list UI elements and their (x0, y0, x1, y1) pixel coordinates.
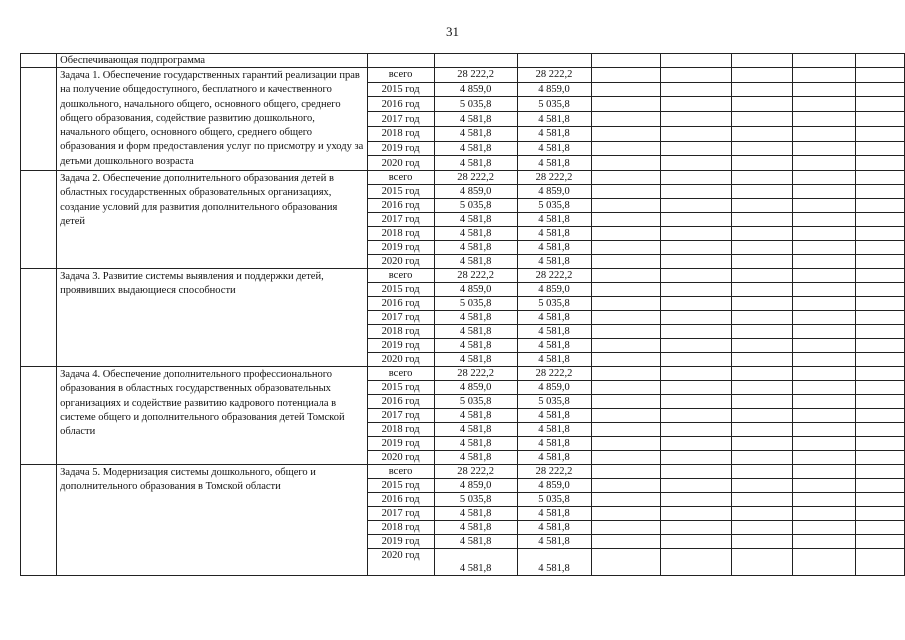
section-title: Обеспечивающая подпрограмма (57, 54, 367, 68)
empty-cell (660, 213, 732, 227)
empty-cell (660, 156, 732, 171)
empty-cell (856, 199, 905, 213)
empty-cell (793, 549, 856, 576)
amount-source-cell: 4 859,0 (517, 381, 591, 395)
amount-source-cell: 4 581,8 (517, 423, 591, 437)
empty-cell (856, 409, 905, 423)
period-cell: всего (367, 367, 434, 381)
empty-cell (660, 171, 732, 185)
empty-cell (856, 82, 905, 97)
empty-cell (856, 549, 905, 576)
empty-cell (856, 255, 905, 269)
period-cell: 2016 год (367, 97, 434, 112)
empty-cell (591, 311, 660, 325)
empty-cell (793, 227, 856, 241)
period-cell: 2015 год (367, 82, 434, 97)
amount-source-cell: 28 222,2 (517, 367, 591, 381)
amount-source-cell: 4 581,8 (517, 156, 591, 171)
row-group-spacer (21, 171, 57, 269)
empty-cell (660, 185, 732, 199)
empty-cell (732, 353, 793, 367)
empty-cell (856, 283, 905, 297)
empty-cell (856, 156, 905, 171)
amount-source-cell: 4 581,8 (517, 437, 591, 451)
period-cell: 2017 год (367, 213, 434, 227)
budget-table (20, 53, 905, 576)
empty-cell (856, 97, 905, 112)
amount-source-cell: 4 581,8 (517, 112, 591, 127)
empty-cell (732, 112, 793, 127)
amount-source-cell: 4 581,8 (517, 241, 591, 255)
table-row (21, 269, 905, 283)
empty-cell (732, 465, 793, 479)
row-group-spacer (21, 465, 57, 576)
empty-cell (591, 97, 660, 112)
amount-total-cell: 4 859,0 (434, 283, 517, 297)
empty-cell (793, 381, 856, 395)
period-cell: 2018 год (367, 227, 434, 241)
empty-cell (793, 493, 856, 507)
period-cell: 2019 год (367, 241, 434, 255)
empty-cell (660, 255, 732, 269)
amount-total-cell: 4 581,8 (434, 325, 517, 339)
empty-cell (591, 112, 660, 127)
empty-cell (660, 465, 732, 479)
period-cell: 2020 год (367, 255, 434, 269)
empty-cell (793, 521, 856, 535)
empty-cell (660, 507, 732, 521)
empty-cell (591, 325, 660, 339)
period-cell: 2019 год (367, 339, 434, 353)
empty-cell (793, 409, 856, 423)
empty-cell (591, 423, 660, 437)
period-cell: всего (367, 269, 434, 283)
amount-total-cell: 28 222,2 (434, 367, 517, 381)
empty-cell (732, 297, 793, 311)
empty-cell (660, 367, 732, 381)
empty-cell (856, 141, 905, 156)
empty-cell (591, 241, 660, 255)
amount-total-cell: 4 859,0 (434, 185, 517, 199)
amount-source-cell: 4 581,8 (517, 451, 591, 465)
empty-cell (793, 199, 856, 213)
empty-cell (732, 409, 793, 423)
empty-cell (732, 535, 793, 549)
empty-cell (591, 451, 660, 465)
period-cell: 2017 год (367, 507, 434, 521)
amount-total-cell: 4 581,8 (434, 507, 517, 521)
empty-cell (856, 535, 905, 549)
empty-cell (793, 241, 856, 255)
amount-total-cell: 4 581,8 (434, 141, 517, 156)
empty-cell (591, 213, 660, 227)
amount-total-cell: 4 581,8 (434, 311, 517, 325)
empty-cell (793, 311, 856, 325)
empty-cell (591, 141, 660, 156)
empty-cell (793, 367, 856, 381)
amount-total-cell: 4 859,0 (434, 381, 517, 395)
empty-cell (793, 297, 856, 311)
empty-cell (856, 213, 905, 227)
amount-total-cell: 28 222,2 (434, 171, 517, 185)
period-cell: 2019 год (367, 437, 434, 451)
empty-cell (732, 507, 793, 521)
amount-source-cell: 4 581,8 (517, 126, 591, 141)
period-cell: 2015 год (367, 381, 434, 395)
page-number: 31 (446, 24, 459, 39)
period-cell: 2018 год (367, 521, 434, 535)
empty-cell (856, 325, 905, 339)
table-row (21, 367, 905, 381)
amount-source-cell: 4 581,8 (517, 535, 591, 549)
empty-cell (591, 227, 660, 241)
empty-cell (660, 283, 732, 297)
empty-cell (732, 227, 793, 241)
empty-cell (660, 381, 732, 395)
empty-cell (660, 82, 732, 97)
empty-cell (591, 479, 660, 493)
period-cell: 2016 год (367, 199, 434, 213)
empty-cell (591, 185, 660, 199)
amount-source-cell: 4 581,8 (517, 255, 591, 269)
empty-cell (660, 227, 732, 241)
empty-cell (856, 227, 905, 241)
amount-source-cell: 4 859,0 (517, 185, 591, 199)
amount-source-cell: 28 222,2 (517, 68, 591, 83)
amount-source-cell: 28 222,2 (517, 269, 591, 283)
amount-source-cell: 4 859,0 (517, 82, 591, 97)
section-header-row (21, 54, 905, 68)
empty-cell (793, 171, 856, 185)
amount-total-cell: 4 859,0 (434, 82, 517, 97)
empty-cell (793, 507, 856, 521)
empty-cell (856, 367, 905, 381)
empty-cell (732, 283, 793, 297)
empty-cell (732, 156, 793, 171)
task-description: Задача 5. Модернизация системы дошкольного, общего и дополнительного образования в Томской области (57, 465, 367, 576)
amount-total-cell: 5 035,8 (434, 199, 517, 213)
empty-cell (591, 339, 660, 353)
empty-cell (856, 311, 905, 325)
empty-cell (732, 437, 793, 451)
empty-cell (793, 269, 856, 283)
period-cell: 2020 год (367, 451, 434, 465)
empty-cell (591, 126, 660, 141)
period-cell: 2017 год (367, 409, 434, 423)
period-cell: всего (367, 465, 434, 479)
empty-cell (732, 141, 793, 156)
period-cell: 2019 год (367, 535, 434, 549)
empty-cell (660, 423, 732, 437)
amount-source-cell: 4 581,8 (517, 141, 591, 156)
amount-source-cell: 4 581,8 (517, 325, 591, 339)
empty-cell (591, 465, 660, 479)
empty-cell (732, 423, 793, 437)
period-cell: 2018 год (367, 126, 434, 141)
empty-cell (660, 311, 732, 325)
empty-cell (793, 535, 856, 549)
empty-cell (660, 339, 732, 353)
table-row (21, 465, 905, 479)
empty-cell (793, 141, 856, 156)
amount-total-cell: 4 581,8 (434, 156, 517, 171)
amount-source-cell: 4 581,8 (517, 339, 591, 353)
period-cell: 2020 год (367, 156, 434, 171)
empty-cell (732, 395, 793, 409)
empty-cell (856, 451, 905, 465)
empty-cell (856, 339, 905, 353)
amount-total-cell: 4 581,8 (434, 409, 517, 423)
empty-cell (856, 68, 905, 83)
period-cell: 2016 год (367, 493, 434, 507)
amount-total-cell: 4 581,8 (434, 353, 517, 367)
empty-cell (591, 199, 660, 213)
empty-cell (732, 549, 793, 576)
empty-cell (793, 255, 856, 269)
empty-cell (660, 549, 732, 576)
amount-total-cell: 4 581,8 (434, 255, 517, 269)
amount-source-cell: 28 222,2 (517, 171, 591, 185)
amount-total-cell: 5 035,8 (434, 97, 517, 112)
amount-total-cell: 4 859,0 (434, 479, 517, 493)
amount-total-cell: 4 581,8 (434, 213, 517, 227)
empty-cell (660, 409, 732, 423)
amount-source-cell: 4 581,8 (517, 409, 591, 423)
empty-cell (793, 423, 856, 437)
empty-cell (793, 283, 856, 297)
empty-cell (732, 82, 793, 97)
amount-total-cell: 28 222,2 (434, 269, 517, 283)
amount-total-cell: 5 035,8 (434, 493, 517, 507)
empty-cell (793, 213, 856, 227)
empty-cell (660, 395, 732, 409)
empty-cell (591, 156, 660, 171)
amount-source-cell: 5 035,8 (517, 199, 591, 213)
period-cell: 2015 год (367, 185, 434, 199)
amount-total-cell: 5 035,8 (434, 395, 517, 409)
empty-cell (856, 437, 905, 451)
task-description: Задача 1. Обеспечение государственных гарантий реализации прав на получение общедоступного, бесплатного и качественного дошкольного, начального общего, основного общего, среднего общего образования, содействие развитию дошкольного, начального общего, основного общего, среднего общего образования и форм предоставления услуг по присмотру и уходу за детьми дошкольного возраста (57, 68, 367, 171)
empty-cell (856, 126, 905, 141)
empty-cell (793, 395, 856, 409)
amount-source-cell: 4 581,8 (517, 213, 591, 227)
empty-cell (591, 381, 660, 395)
amount-source-cell: 5 035,8 (517, 493, 591, 507)
amount-total-cell: 4 581,8 (434, 535, 517, 549)
empty-cell (732, 269, 793, 283)
amount-total-cell: 4 581,8 (434, 423, 517, 437)
amount-total-cell: 4 581,8 (434, 549, 517, 576)
row-group-spacer (21, 68, 57, 171)
empty-cell (591, 353, 660, 367)
empty-cell (591, 493, 660, 507)
empty-cell (793, 465, 856, 479)
empty-cell (856, 297, 905, 311)
task-description: Задача 2. Обеспечение дополнительного образования детей в областных государственных образовательных организациях, создание условий для развития дополнительного образования детей (57, 171, 367, 269)
empty-cell (591, 171, 660, 185)
empty-cell (793, 451, 856, 465)
empty-cell (660, 297, 732, 311)
amount-total-cell: 4 581,8 (434, 339, 517, 353)
empty-cell (732, 199, 793, 213)
period-cell: 2020 год (367, 549, 434, 576)
empty-cell (856, 395, 905, 409)
amount-source-cell: 4 581,8 (517, 353, 591, 367)
amount-source-cell: 5 035,8 (517, 97, 591, 112)
amount-total-cell: 4 581,8 (434, 126, 517, 141)
amount-total-cell: 4 581,8 (434, 227, 517, 241)
amount-source-cell: 4 581,8 (517, 549, 591, 576)
period-cell: 2020 год (367, 353, 434, 367)
period-cell: 2018 год (367, 423, 434, 437)
empty-cell (732, 339, 793, 353)
empty-cell (591, 549, 660, 576)
empty-cell (793, 97, 856, 112)
empty-cell (732, 325, 793, 339)
period-cell: 2018 год (367, 325, 434, 339)
empty-cell (591, 283, 660, 297)
period-cell: 2017 год (367, 311, 434, 325)
empty-cell (660, 325, 732, 339)
row-group-spacer (21, 367, 57, 465)
empty-cell (660, 479, 732, 493)
empty-cell (793, 185, 856, 199)
empty-cell (660, 112, 732, 127)
empty-cell (732, 185, 793, 199)
task-description: Задача 4. Обеспечение дополнительного профессионального образования в областных государственных образовательных организациях и содействие развитию кадрового потенциала в системе общего и дополнительного образования детей Томской области (57, 367, 367, 465)
empty-cell (856, 521, 905, 535)
period-cell: 2016 год (367, 297, 434, 311)
amount-source-cell: 4 859,0 (517, 479, 591, 493)
empty-cell (660, 535, 732, 549)
amount-source-cell: 4 581,8 (517, 311, 591, 325)
empty-cell (856, 269, 905, 283)
task-description: Задача 3. Развитие системы выявления и поддержки детей, проявивших выдающиеся способности (57, 269, 367, 367)
empty-cell (793, 126, 856, 141)
empty-cell (856, 381, 905, 395)
empty-cell (591, 68, 660, 83)
empty-cell (732, 255, 793, 269)
empty-cell (856, 185, 905, 199)
empty-cell (591, 297, 660, 311)
empty-cell (793, 339, 856, 353)
empty-cell (660, 126, 732, 141)
period-cell: 2017 год (367, 112, 434, 127)
empty-cell (591, 395, 660, 409)
amount-total-cell: 4 581,8 (434, 521, 517, 535)
table-row (21, 68, 905, 83)
empty-cell (732, 126, 793, 141)
empty-cell (591, 521, 660, 535)
empty-cell (732, 493, 793, 507)
empty-cell (793, 112, 856, 127)
empty-cell (591, 255, 660, 269)
empty-cell (732, 241, 793, 255)
empty-cell (591, 535, 660, 549)
table-row (21, 171, 905, 185)
amount-source-cell: 4 581,8 (517, 507, 591, 521)
amount-source-cell: 28 222,2 (517, 465, 591, 479)
empty-cell (856, 493, 905, 507)
amount-total-cell: 5 035,8 (434, 297, 517, 311)
empty-cell (660, 141, 732, 156)
period-cell: 2016 год (367, 395, 434, 409)
empty-cell (732, 68, 793, 83)
amount-total-cell: 28 222,2 (434, 465, 517, 479)
empty-cell (660, 353, 732, 367)
row-group-spacer (21, 269, 57, 367)
amount-source-cell: 5 035,8 (517, 297, 591, 311)
period-cell: всего (367, 171, 434, 185)
period-cell: всего (367, 68, 434, 83)
empty-cell (856, 507, 905, 521)
empty-cell (660, 521, 732, 535)
empty-cell (591, 507, 660, 521)
amount-total-cell: 28 222,2 (434, 68, 517, 83)
empty-cell (591, 367, 660, 381)
empty-cell (591, 82, 660, 97)
empty-cell (856, 241, 905, 255)
empty-cell (856, 479, 905, 493)
period-cell: 2015 год (367, 283, 434, 297)
empty-cell (793, 68, 856, 83)
empty-cell (660, 437, 732, 451)
empty-cell (660, 199, 732, 213)
amount-source-cell: 4 581,8 (517, 521, 591, 535)
empty-cell (732, 451, 793, 465)
empty-cell (660, 269, 732, 283)
amount-source-cell: 4 581,8 (517, 227, 591, 241)
empty-cell (793, 156, 856, 171)
empty-cell (856, 353, 905, 367)
empty-cell (732, 311, 793, 325)
empty-cell (793, 353, 856, 367)
amount-total-cell: 4 581,8 (434, 437, 517, 451)
empty-cell (732, 213, 793, 227)
amount-total-cell: 4 581,8 (434, 112, 517, 127)
empty-cell (793, 437, 856, 451)
empty-cell (856, 112, 905, 127)
empty-cell (660, 493, 732, 507)
amount-source-cell: 5 035,8 (517, 395, 591, 409)
empty-cell (793, 325, 856, 339)
empty-cell (732, 479, 793, 493)
empty-cell (591, 409, 660, 423)
empty-cell (793, 82, 856, 97)
empty-cell (856, 423, 905, 437)
empty-cell (591, 269, 660, 283)
empty-cell (856, 465, 905, 479)
empty-cell (660, 451, 732, 465)
period-cell: 2015 год (367, 479, 434, 493)
empty-cell (732, 521, 793, 535)
empty-cell (591, 437, 660, 451)
amount-total-cell: 4 581,8 (434, 451, 517, 465)
empty-cell (732, 171, 793, 185)
amount-total-cell: 4 581,8 (434, 241, 517, 255)
empty-cell (660, 68, 732, 83)
empty-cell (856, 171, 905, 185)
empty-cell (660, 97, 732, 112)
empty-cell (732, 367, 793, 381)
amount-source-cell: 4 859,0 (517, 283, 591, 297)
empty-cell (793, 479, 856, 493)
empty-cell (732, 97, 793, 112)
empty-cell (732, 381, 793, 395)
period-cell: 2019 год (367, 141, 434, 156)
empty-cell (660, 241, 732, 255)
